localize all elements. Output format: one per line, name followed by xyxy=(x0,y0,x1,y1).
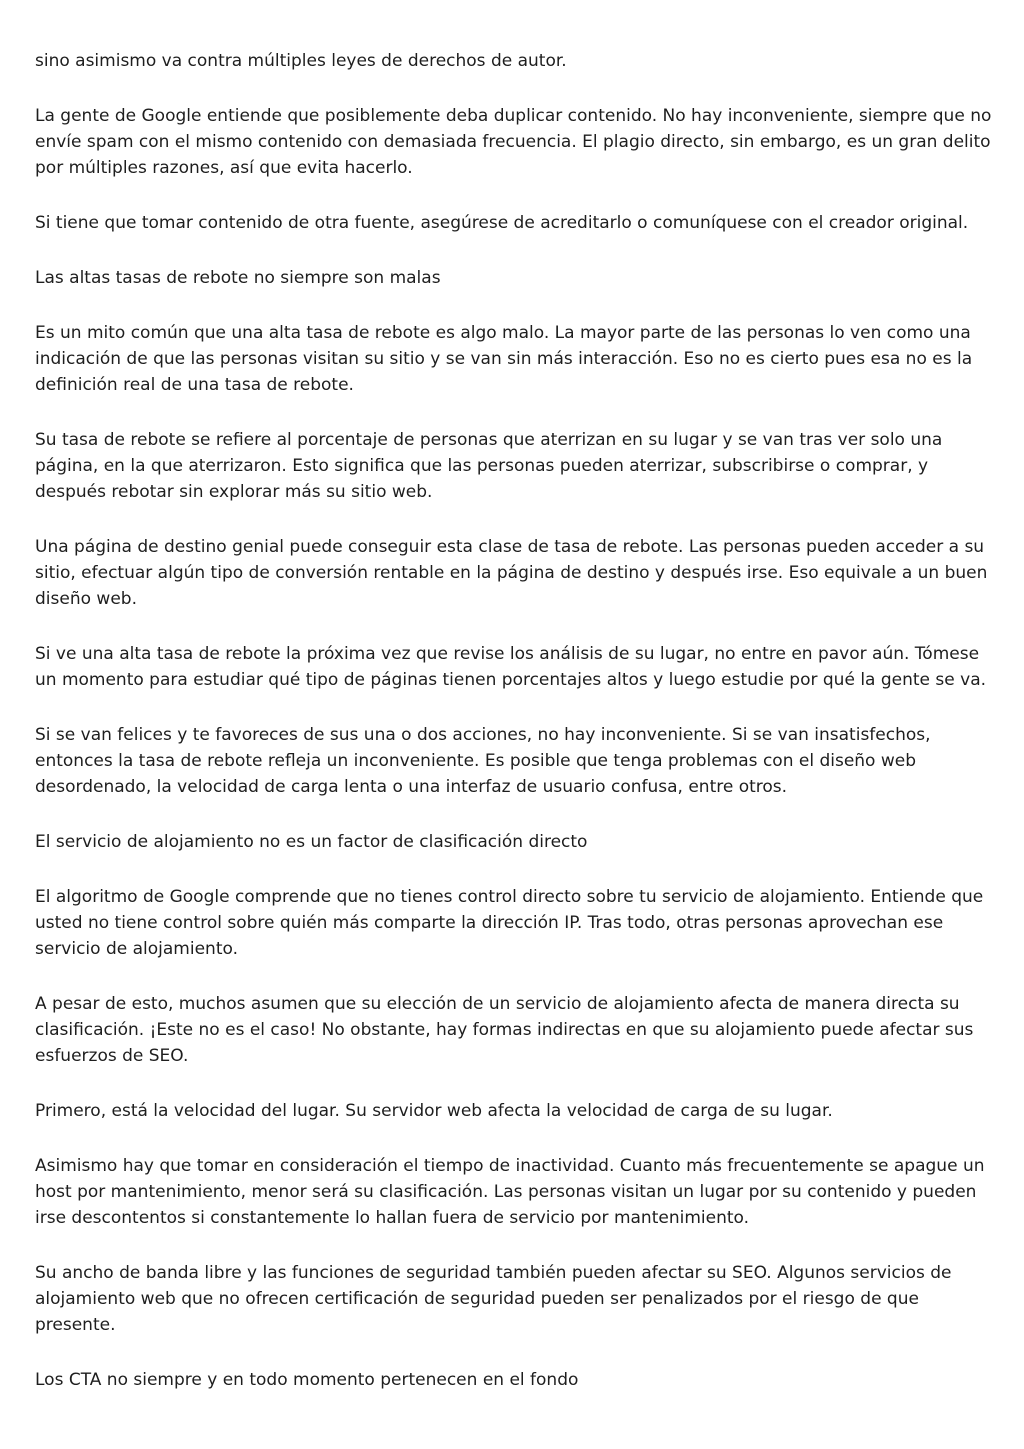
document-page xyxy=(35,48,995,1422)
paragraph: A pesar de esto, muchos asumen que su elección de un servicio de alojamiento afecta de manera directa su clasificación. ¡Este no es el caso! No obstante, hay formas indirectas en que su alojamiento puede afectar sus esfuerzos de SEO. xyxy=(35,994,974,1066)
paragraph: La gente de Google entiende que posiblemente deba duplicar contenido. No hay inconveniente, siempre que no envíe spam con el mismo contenido con demasiada frecuencia. El plagio directo, sin embargo, es un gran delito por múltiples razones, así que evita hacerlo. xyxy=(35,106,992,178)
section-heading: Las altas tasas de rebote no siempre son malas xyxy=(35,268,441,288)
paragraph: El algoritmo de Google comprende que no tienes control directo sobre tu servicio de alojamiento. Entiende que usted no tiene control sobre quién más comparte la dirección IP. Tras todo, otras personas aprovechan ese servicio de alojamiento. xyxy=(35,887,984,959)
paragraph: Asimismo hay que tomar en consideración el tiempo de inactividad. Cuanto más frecuentemente se apague un host por mantenimiento, menor será su clasificación. Las personas visitan un lugar por su contenido y pueden irse descontentos si constantemente lo hallan fuera de servicio por mantenimiento. xyxy=(35,1156,985,1228)
section-heading: Los CTA no siempre y en todo momento pertenecen en el fondo xyxy=(35,1370,579,1390)
paragraph: Si se van felices y te favoreces de sus una o dos acciones, no hay inconveniente. Si se van insatisfechos, entonces la tasa de rebote refleja un inconveniente. Es posible que tenga problemas con el diseño web desordenado, la velocidad de carga lenta o una interfaz de usuario confusa, entre otros. xyxy=(35,725,931,797)
paragraph: Su ancho de banda libre y las funciones de seguridad también pueden afectar su SEO. Algunos servicios de alojamiento web que no ofrecen certificación de seguridad pueden ser penalizados por el riesgo de que presente. xyxy=(35,1263,952,1335)
paragraph: sino asimismo va contra múltiples leyes de derechos de autor. xyxy=(35,51,567,71)
paragraph: Si ve una alta tasa de rebote la próxima vez que revise los análisis de su lugar, no entre en pavor aún. Tómese un momento para estudiar qué tipo de páginas tienen porcentajes altos y luego estudie por qué la gente se va. xyxy=(35,644,987,690)
paragraph: Su tasa de rebote se refiere al porcentaje de personas que aterrizan en su lugar y se van tras ver solo una página, en la que aterrizaron. Esto significa que las personas pueden aterrizar, subscribirse o comprar, y después rebotar sin explorar más su sitio web. xyxy=(35,430,943,502)
paragraph: Es un mito común que una alta tasa de rebote es algo malo. La mayor parte de las personas lo ven como una indicación de que las personas visitan su sitio y se van sin más interacción. Eso no es cierto pues esa no es la definición real de una tasa de rebote. xyxy=(35,323,973,395)
paragraph: Si tiene que tomar contenido de otra fuente, asegúrese de acreditarlo o comuníquese con el creador original. xyxy=(35,213,969,233)
paragraph: Primero, está la velocidad del lugar. Su servidor web afecta la velocidad de carga de su lugar. xyxy=(35,1101,833,1121)
section-heading: El servicio de alojamiento no es un factor de clasificación directo xyxy=(35,832,588,852)
paragraph: Una página de destino genial puede conseguir esta clase de tasa de rebote. Las personas pueden acceder a su sitio, efectuar algún tipo de conversión rentable en la página de destino y después irse. Eso equivale a un buen diseño web. xyxy=(35,537,988,609)
